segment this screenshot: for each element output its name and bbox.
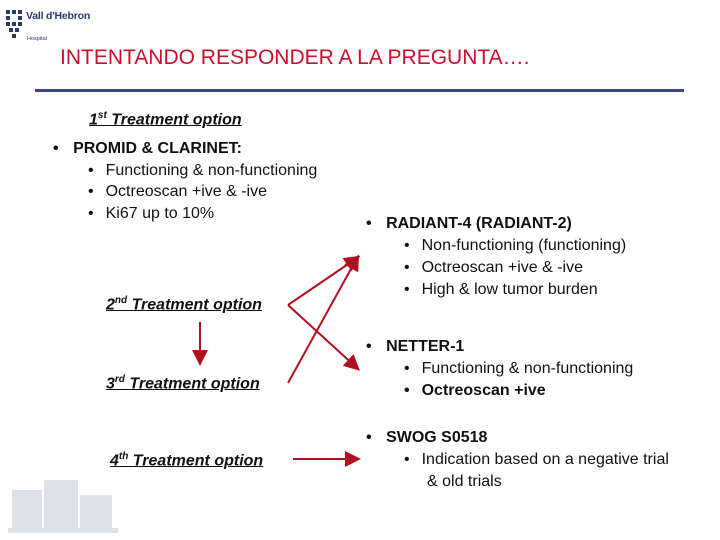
arrow-second-to-radiant: [288, 258, 357, 305]
radiant-subitem: • High & low tumor burden: [404, 281, 598, 298]
promid-subitem: • Ki67 up to 10%: [88, 205, 215, 222]
promid-subitem: • Functioning & non-functioning: [88, 162, 318, 179]
first-option-heading: 1st Treatment option: [89, 110, 242, 129]
fourth-option-heading: 4th Treatment option: [110, 451, 264, 470]
building-watermark-icon: [8, 470, 118, 535]
swog-heading: SWOG S0518: [386, 429, 488, 446]
radiant-subitem: • Octreoscan +ive & -ive: [404, 259, 584, 276]
swog-subitem-continuation: & old trials: [427, 473, 502, 490]
second-option-heading: 2nd Treatment option: [106, 295, 262, 314]
swog-item: • SWOG S0518: [366, 429, 488, 446]
slide-title: INTENTANDO RESPONDER A LA PREGUNTA….: [60, 46, 530, 69]
third-option-heading: 3rd Treatment option: [106, 374, 260, 393]
logo-subtitle: Hospital: [27, 36, 47, 42]
netter-subitem: • Octreoscan +ive: [404, 382, 546, 399]
bullet: •: [53, 140, 59, 157]
logo-name: Vall d'Hebron: [26, 10, 91, 22]
radiant-heading: RADIANT-4 (RADIANT-2): [386, 215, 572, 232]
radiant-item: • RADIANT-4 (RADIANT-2): [366, 215, 572, 232]
swog-subitem: • Indication based on a negative trial: [404, 451, 669, 468]
arrow-second-to-netter: [288, 305, 357, 368]
promid-subitem: • Octreoscan +ive & -ive: [88, 183, 268, 200]
netter-subitem: • Functioning & non-functioning: [404, 360, 634, 377]
radiant-subitem: • Non-functioning (functioning): [404, 237, 627, 254]
netter-heading: NETTER-1: [386, 338, 465, 355]
netter-item: • NETTER-1: [366, 338, 465, 355]
arrow-third-to-radiant: [288, 258, 357, 383]
promid-heading: PROMID & CLARINET:: [73, 140, 242, 157]
